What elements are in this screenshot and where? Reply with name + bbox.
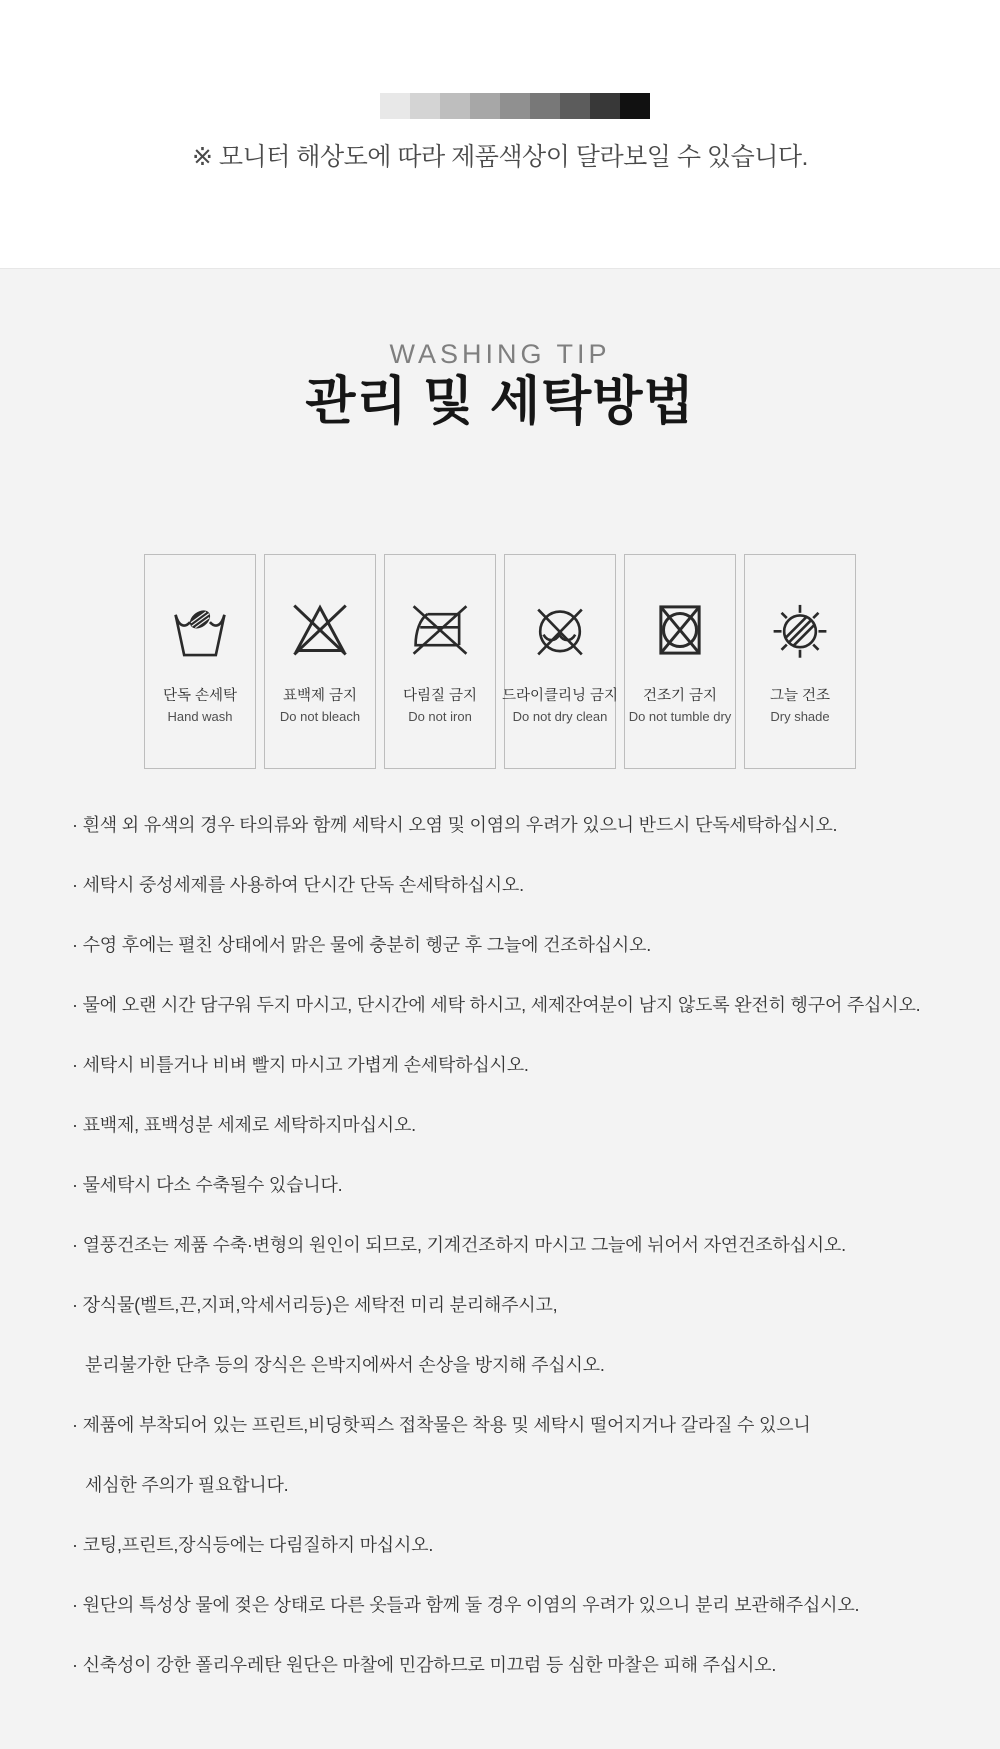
care-label-ko: 건조기 금지	[642, 688, 718, 704]
dry-shade-icon	[767, 597, 833, 663]
care-symbol-box	[384, 554, 496, 769]
care-instruction-line: · 세탁시 중성세제를 사용하여 단시간 단독 손세탁하십시오.	[72, 875, 524, 895]
care-label-en: Do not tumble dry	[628, 709, 732, 724]
care-symbol-box	[144, 554, 256, 769]
care-label-ko: 표백제 금지	[282, 688, 358, 704]
grayscale-cell	[560, 93, 590, 119]
care-instruction-line: · 수영 후에는 펼친 상태에서 맑은 물에 충분히 헹군 후 그늘에 건조하십시오.	[72, 935, 652, 955]
grayscale-cell	[380, 93, 410, 119]
care-symbol-box	[744, 554, 856, 769]
grayscale-cell	[350, 93, 380, 119]
washing-tip-section	[0, 268, 1000, 1749]
washing-tip-eyebrow: WASHING TIP	[389, 339, 611, 369]
care-instruction-line: 분리불가한 단추 등의 장식은 은박지에싸서 손상을 방지해 주십시오.	[85, 1355, 605, 1375]
care-instruction-line: · 제품에 부착되어 있는 프린트,비딩핫픽스 접착물은 착용 및 세탁시 떨어지거나 갈라질 수 있으니	[72, 1415, 811, 1435]
care-label-en: Hand wash	[167, 709, 233, 724]
care-instruction-line: · 물세탁시 다소 수축될수 있습니다.	[72, 1175, 343, 1195]
care-label-en: Do not dry clean	[512, 709, 608, 724]
hand-wash-icon	[167, 597, 233, 663]
care-instruction-line: · 열풍건조는 제품 수축·변형의 원인이 되므로, 기계건조하지 마시고 그늘에 뉘어서 자연건조하십시오.	[72, 1235, 846, 1255]
care-instruction-line: · 표백제, 표백성분 세제로 세탁하지마십시오.	[72, 1115, 416, 1135]
do-not-dry-clean-icon	[527, 597, 593, 663]
care-instruction-line: 세심한 주의가 필요합니다.	[85, 1475, 289, 1495]
care-label-en: Dry shade	[770, 709, 830, 724]
grayscale-cell	[620, 93, 650, 119]
grayscale-cell	[530, 93, 560, 119]
grayscale-cell	[590, 93, 620, 119]
care-instruction-line: · 코팅,프린트,장식등에는 다림질하지 마십시오.	[72, 1535, 434, 1555]
care-symbol-box	[264, 554, 376, 769]
care-instruction-line: · 흰색 외 유색의 경우 타의류와 함께 세탁시 오염 및 이염의 우려가 있으니 반드시 단독세탁하십시오.	[72, 815, 838, 835]
care-label-ko: 그늘 건조	[769, 688, 831, 704]
care-label-en: Do not iron	[408, 709, 472, 724]
grayscale-calibration-bar	[350, 93, 650, 119]
care-instructions-list	[0, 814, 1000, 1676]
care-instruction-line: · 장식물(벨트,끈,지퍼,악세서리등)은 세탁전 미리 분리해주시고,	[72, 1295, 558, 1315]
do-not-tumble-dry-icon	[647, 597, 713, 663]
care-instruction-line: · 원단의 특성상 물에 젖은 상태로 다른 옷들과 함께 둘 경우 이염의 우려가 있으니 분리 보관해주십시오.	[72, 1595, 860, 1615]
care-instruction-line: · 세탁시 비틀거나 비벼 빨지 마시고 가볍게 손세탁하십시오.	[72, 1055, 529, 1075]
care-symbol-box	[624, 554, 736, 769]
care-label-en: Do not bleach	[279, 709, 361, 724]
care-instruction-line: · 물에 오랜 시간 담구워 두지 마시고, 단시간에 세탁 하시고, 세제잔여분이 남지 않도록 완전히 헹구어 주십시오.	[72, 995, 921, 1015]
care-label-ko: 다림질 금지	[402, 688, 478, 704]
do-not-bleach-icon	[287, 597, 353, 663]
monitor-notice-text: ※ 모니터 해상도에 따라 제품색상이 달라보일 수 있습니다.	[192, 143, 808, 171]
care-symbol-box	[501, 554, 619, 769]
grayscale-cell	[470, 93, 500, 119]
washing-section-title: 관리 및 세탁방법	[305, 373, 695, 431]
care-label-ko: 단독 손세탁	[162, 688, 238, 704]
care-symbols-row	[0, 554, 1000, 769]
grayscale-cell	[440, 93, 470, 119]
care-label-ko: 드라이클리닝 금지	[501, 688, 619, 704]
grayscale-cell	[500, 93, 530, 119]
top-notice-area	[0, 0, 1000, 268]
care-instruction-line: · 신축성이 강한 폴리우레탄 원단은 마찰에 민감하므로 미끄럼 등 심한 마찰은 피해 주십시오.	[72, 1655, 777, 1675]
do-not-iron-icon	[407, 597, 473, 663]
grayscale-cell	[410, 93, 440, 119]
